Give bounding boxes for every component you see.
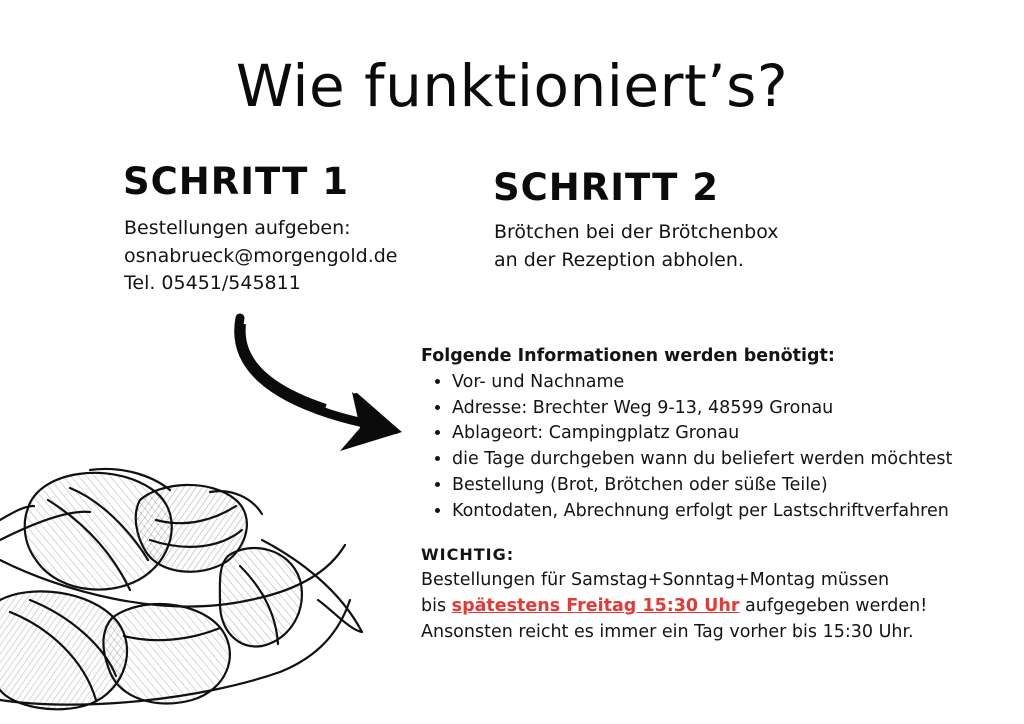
step1-line-order: Bestellungen aufgeben: xyxy=(124,217,351,239)
important-line-1: Bestellungen für Samstag+Sonntag+Montag müssen xyxy=(421,570,890,590)
step1-email: osnabrueck@morgengold.de xyxy=(124,244,398,267)
list-item: • Kontodaten, Abrechnung erfolgt per Lastschriftverfahren xyxy=(452,499,981,525)
list-item: • Ablageort: Campingplatz Gronau xyxy=(452,421,981,447)
step1-phone: Tel. 05451/545811 xyxy=(124,272,301,294)
step1-heading: SCHRITT 1 xyxy=(123,160,349,203)
step2-heading: SCHRITT 2 xyxy=(493,166,719,209)
important-line-3: Ansonsten reicht es immer ein Tag vorher bis 15:30 Uhr. xyxy=(421,621,914,642)
list-item: • Vor- und Nachname xyxy=(452,370,981,396)
list-item: • Adresse: Brechter Weg 9-13, 48599 Gronau xyxy=(452,396,981,422)
step2-line-1: Brötchen bei der Brötchenbox xyxy=(494,221,779,243)
page-title: Wie funktioniert’s? xyxy=(235,52,789,120)
list-item: • die Tage durchgeben wann du beliefert werden möchtest xyxy=(452,447,981,473)
step2-line-2: an der Rezeption abholen. xyxy=(494,248,744,271)
deadline-highlight: spätestens Freitag 15:30 Uhr xyxy=(451,595,740,616)
important-label: WICHTIG: xyxy=(421,545,515,564)
important-line-2-post: aufgegeben werden! xyxy=(739,595,928,616)
important-line-2-pre: bis xyxy=(421,595,452,616)
info-heading: Folgende Informationen werden benötigt: xyxy=(421,346,835,366)
list-item: • Bestellung (Brot, Brötchen oder süße Teile) xyxy=(452,473,981,499)
